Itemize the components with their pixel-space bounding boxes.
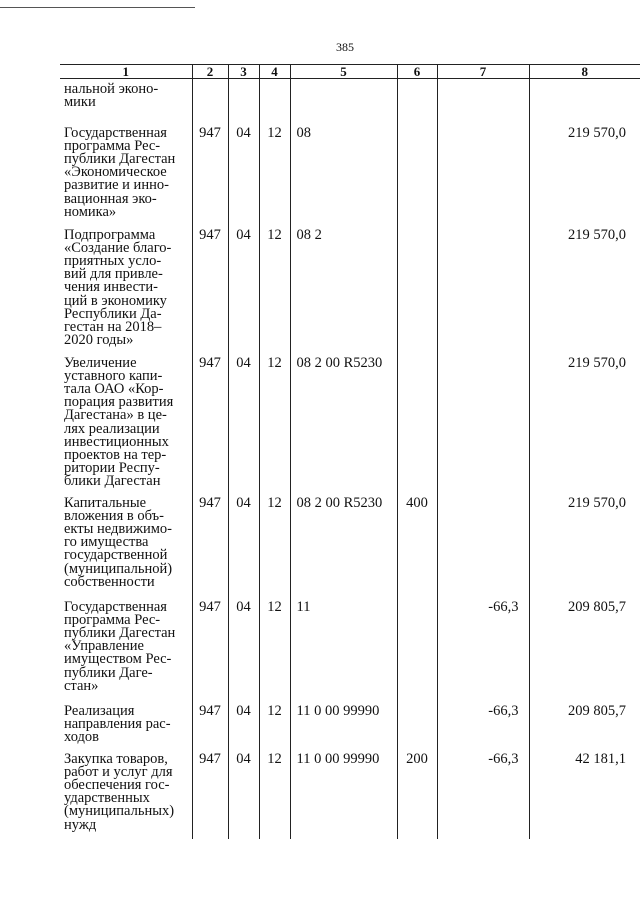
cell-expense-type — [397, 353, 437, 493]
cell-chapter: 947 — [192, 353, 228, 493]
cell-expense-type: 400 — [397, 493, 437, 597]
table-row — [60, 701, 640, 749]
cell-change: -66,3 — [437, 701, 529, 749]
row-name: Капитальные вложения в объ- екты недвижимо- го имущества государственной (муниципальной) собственности — [64, 494, 173, 590]
column-header-7: 7 — [437, 65, 529, 79]
cell-chapter: 947 — [192, 749, 228, 839]
row-name: Государственная программа Рес- публики Дагестан «Управление имуществом Рес- публики Даге- стан» — [64, 598, 176, 694]
cell-subsection: 12 — [259, 493, 290, 597]
cell-subsection: 12 — [259, 701, 290, 749]
cell-section: 04 — [228, 353, 259, 493]
cell-expense-type — [397, 701, 437, 749]
cell-expense-type: 200 — [397, 749, 437, 839]
cell-chapter — [192, 79, 228, 123]
cell-change — [437, 493, 529, 597]
cell-expense-type — [397, 123, 437, 225]
column-header-1: 1 — [60, 65, 192, 79]
table-row — [60, 493, 640, 597]
cell-section: 04 — [228, 749, 259, 839]
cell-section: 04 — [228, 493, 259, 597]
column-header-3: 3 — [228, 65, 259, 79]
row-name: Увеличение уставного капи- тала ОАО «Кор- порация развития Дагестана» в це- лях реализации инвестиционных проектов на тер- ритории Респу- блики Дагестан — [64, 354, 174, 490]
cell-section: 04 — [228, 123, 259, 225]
budget-table — [60, 64, 640, 839]
cell-chapter: 947 — [192, 493, 228, 597]
row-name: Государственная программа Рес- публики Дагестан «Экономическое развитие и инно- вационная эко- номика» — [64, 124, 176, 220]
scan-edge-line — [0, 7, 195, 8]
table-row — [60, 225, 640, 353]
table-row — [60, 353, 640, 493]
table-row — [60, 749, 640, 839]
cell-expense-type — [397, 79, 437, 123]
cell-section: 04 — [228, 597, 259, 701]
row-name: нальной эконо- мики — [64, 81, 159, 111]
table-row — [60, 123, 640, 225]
cell-target-article: 08 2 00 R5230 — [290, 493, 397, 597]
cell-subsection: 12 — [259, 749, 290, 839]
cell-amount: 209 805,7 — [529, 701, 640, 749]
cell-chapter: 947 — [192, 225, 228, 353]
cell-amount — [529, 79, 640, 123]
cell-expense-type — [397, 225, 437, 353]
cell-section: 04 — [228, 225, 259, 353]
cell-subsection: 12 — [259, 123, 290, 225]
cell-amount: 219 570,0 — [529, 123, 640, 225]
table-row — [60, 79, 640, 123]
cell-section: 04 — [228, 701, 259, 749]
cell-amount: 209 805,7 — [529, 597, 640, 701]
cell-chapter: 947 — [192, 701, 228, 749]
cell-change — [437, 225, 529, 353]
cell-subsection: 12 — [259, 597, 290, 701]
cell-target-article: 11 0 00 99990 — [290, 749, 397, 839]
cell-section — [228, 79, 259, 123]
cell-amount: 219 570,0 — [529, 353, 640, 493]
cell-target-article: 08 2 00 R5230 — [290, 353, 397, 493]
cell-change: -66,3 — [437, 597, 529, 701]
column-header-8: 8 — [529, 65, 640, 79]
cell-target-article: 08 — [290, 123, 397, 225]
cell-amount: 42 181,1 — [529, 749, 640, 839]
cell-subsection: 12 — [259, 353, 290, 493]
page-number-text: 385 — [336, 40, 354, 54]
row-name: Реализация направления рас- ходов — [64, 702, 171, 745]
cell-amount: 219 570,0 — [529, 493, 640, 597]
cell-chapter: 947 — [192, 123, 228, 225]
cell-expense-type — [397, 597, 437, 701]
row-name: Подпрограмма «Создание благо- приятных усло- вий для привле- чения инвести- ций в экономику Республики Да- гестан на 2018– 2020 годы» — [64, 226, 172, 349]
column-header-5: 5 — [290, 65, 397, 79]
column-header-2: 2 — [192, 65, 228, 79]
cell-target-article — [290, 79, 397, 123]
table-body — [60, 79, 640, 839]
cell-target-article: 11 — [290, 597, 397, 701]
table-header-row — [60, 65, 640, 79]
cell-target-article: 11 0 00 99990 — [290, 701, 397, 749]
cell-change — [437, 353, 529, 493]
cell-change — [437, 123, 529, 225]
cell-amount: 219 570,0 — [529, 225, 640, 353]
cell-target-article: 08 2 — [290, 225, 397, 353]
table-row — [60, 597, 640, 701]
row-name: Закупка товаров, работ и услуг для обеспечения гос- ударственных (муниципальных) нужд — [64, 750, 175, 833]
column-header-4: 4 — [259, 65, 290, 79]
cell-subsection: 12 — [259, 225, 290, 353]
cell-change — [437, 79, 529, 123]
cell-chapter: 947 — [192, 597, 228, 701]
column-header-6: 6 — [397, 65, 437, 79]
cell-subsection — [259, 79, 290, 123]
cell-change: -66,3 — [437, 749, 529, 839]
